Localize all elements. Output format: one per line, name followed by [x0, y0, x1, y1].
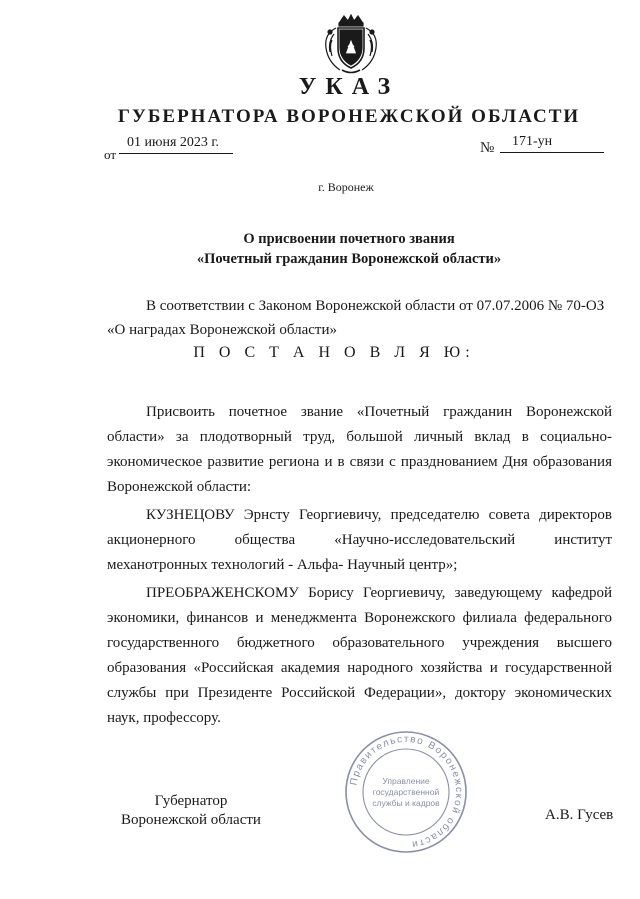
subject-line: О присвоении почетного звания — [243, 231, 455, 247]
seal-ring-text: Правительство Воронежской области — [348, 733, 465, 850]
document-title: УКАЗ — [298, 74, 400, 100]
seal-center-text: Управление — [382, 776, 430, 786]
seal-center-text: службы и кадров — [372, 798, 440, 808]
number-prefix: № — [480, 140, 495, 156]
coat-of-arms-emblem — [318, 14, 384, 76]
body-line: акционерного общества «Научно-исследовательский институт — [107, 532, 612, 548]
body-line: образования «Российская академия народного хозяйства и государственной — [107, 660, 612, 676]
body-line: экономики, финансов и менеджмента Воронежского филиала федерального — [107, 610, 612, 626]
body-line: наук, профессору. — [107, 710, 221, 726]
preamble-line: «О наградах Воронежской области» — [107, 322, 338, 338]
body-line: государственного бюджетного образовательного учреждения высшего — [107, 635, 612, 651]
official-seal — [344, 730, 468, 854]
city: г. Воронеж — [318, 180, 374, 194]
body-line: экономическое развитие региона и в связи с празднованием Дня образования — [107, 454, 612, 470]
body-line: Воронежской области: — [107, 479, 252, 495]
subject-line: «Почетный гражданин Воронежской области» — [196, 251, 502, 267]
body-line: службы при Президенте Российской Федерации», доктору экономических — [107, 685, 612, 701]
body-line: ПРЕОБРАЖЕНСКОМУ Борису Георгиевичу, заведующему кафедрой — [146, 585, 612, 601]
preamble-line: В соответствии с Законом Воронежской области от 07.07.2006 № 70-ОЗ — [146, 298, 605, 314]
document-date: 01 июня 2023 г. — [119, 135, 233, 154]
body-line: КУЗНЕЦОВУ Эрнсту Георгиевичу, председателю совета директоров — [146, 507, 612, 523]
body-line: Присвоить почетное звание «Почетный гражданин Воронежской — [146, 404, 612, 420]
decree-word: П О С Т А Н О В Л Я Ю: — [193, 344, 475, 361]
document-number: 171-ун — [500, 134, 604, 153]
signatory-position — [118, 792, 264, 830]
seal-center-text: государственной — [372, 787, 440, 797]
body-line: механотронных технологий - Альфа- Научный центр»; — [107, 557, 458, 573]
signatory-name: А.В. Гусев — [545, 807, 614, 823]
document-subject — [0, 229, 640, 269]
date-prefix: от — [104, 147, 117, 162]
position-line: Губернатор — [154, 793, 228, 809]
document-subtitle: ГУБЕРНАТОРА ВОРОНЕЖСКОЙ ОБЛАСТИ — [117, 106, 581, 127]
body-line: области» за плодотворный труд, большой личный вклад в социально- — [107, 429, 612, 445]
position-line: Воронежской области — [121, 812, 261, 828]
